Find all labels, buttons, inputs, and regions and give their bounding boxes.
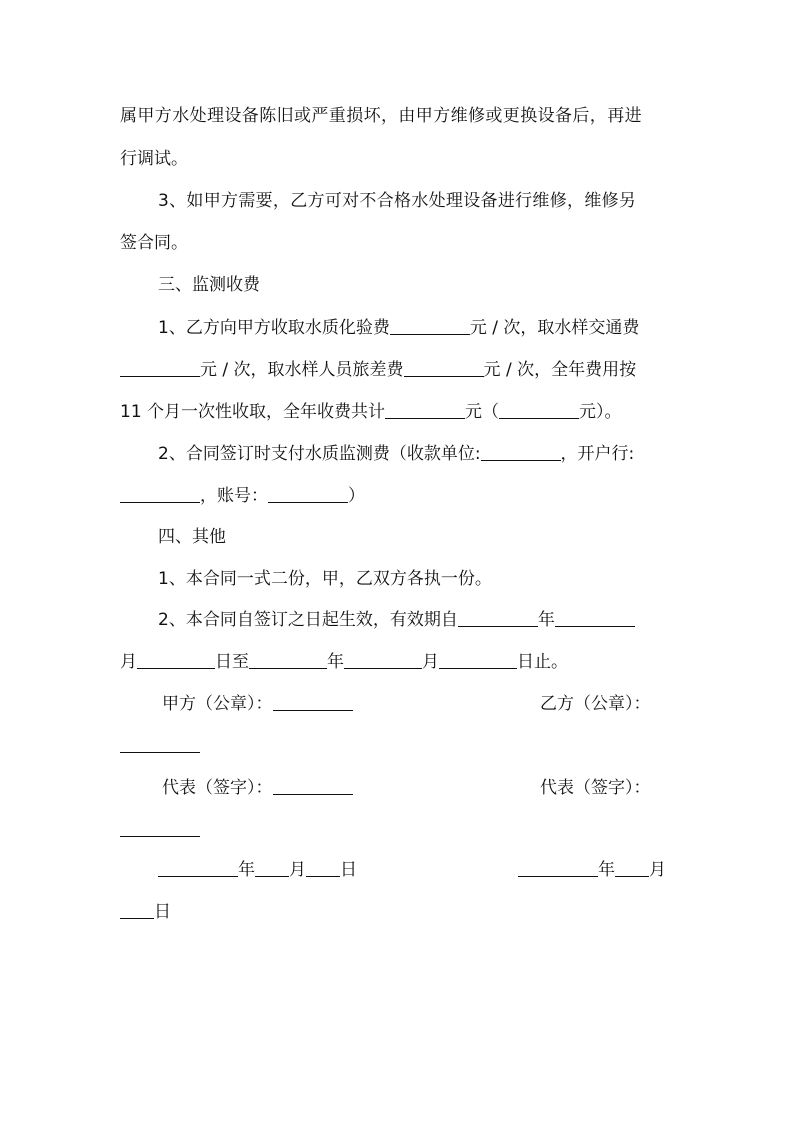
fee1-line3-prefix: 11 个月一次性收取，全年收费共计 (120, 402, 386, 422)
rep-b-sign-line (120, 817, 200, 843)
fee1-unit2: 元 / 次，取水样人员旅差费 (200, 360, 404, 380)
date-a-month-blank[interactable] (255, 858, 289, 877)
fee2-account: ，账号： (200, 486, 268, 506)
section3-title: 三、监测收费 (158, 275, 260, 295)
fee1-line2 (120, 357, 676, 383)
rep-a-label: 代表（签字）： (162, 778, 273, 798)
other2-day-end: 日止。 (517, 652, 568, 672)
other2-prefix: 2、本合同自签订之日起生效，有效期自 (158, 610, 458, 630)
fee1-line3 (120, 399, 676, 425)
party-a-seal (162, 691, 353, 717)
para2-line1: 3、如甲方需要，乙方可对不合格水处理设备进行维修，维修另 (158, 191, 637, 211)
date-b-year-blank[interactable] (518, 858, 598, 877)
date-a-year: 年 (238, 860, 255, 880)
fee2-line2 (120, 483, 676, 509)
fee2-prefix: 2、合同签订时支付水质监测费（收款单位: (158, 444, 481, 464)
date-a-day-blank[interactable] (306, 858, 340, 877)
date-b-day: 日 (154, 902, 171, 922)
start-month-blank[interactable] (555, 608, 635, 627)
fee1-unit1: 元 / 次，取水样交通费 (469, 318, 640, 338)
date-b-month: 月 (649, 860, 666, 880)
start-year-blank[interactable] (458, 608, 538, 627)
date-b-month-blank[interactable] (615, 858, 649, 877)
total-fee-blank[interactable] (385, 400, 465, 419)
fee-blank[interactable] (390, 316, 470, 335)
date-a-day: 日 (340, 860, 357, 880)
party-b-seal-line (120, 733, 200, 759)
start-day-blank[interactable] (137, 650, 215, 669)
end-month-blank[interactable] (344, 650, 422, 669)
section4-title: 四、其他 (158, 527, 226, 547)
travel-fee-blank[interactable] (404, 358, 484, 377)
para1-line1-text: 属甲方水处理设备陈旧或严重损坏，由甲方维修或更换设备后，再进 (120, 106, 642, 126)
bank-blank[interactable] (120, 484, 200, 503)
total-fee-uppercase-blank[interactable] (499, 400, 579, 419)
party-b-label: 乙方（公章）： (540, 694, 651, 714)
party-a-label: 甲方（公章）： (162, 694, 273, 714)
rep-a (162, 775, 353, 801)
account-blank[interactable] (268, 484, 348, 503)
other2-year: 年 (537, 610, 555, 630)
date-a-month: 月 (289, 860, 306, 880)
fee1-line1 (158, 315, 676, 341)
para2-line2: 签合同。 (120, 233, 188, 253)
fee2-line1 (158, 441, 676, 467)
para1-line1 (120, 103, 676, 129)
rep-b-label: 代表（签字）： (540, 778, 651, 798)
date-a (158, 857, 357, 883)
date-b-day-line (120, 899, 171, 925)
fee1-yuan-close: 元）。 (579, 402, 622, 422)
date-b (518, 857, 666, 883)
para1-line2: 行调试。 (120, 149, 188, 169)
fee1-prefix: 1、乙方向甲方收取水质化验费 (158, 318, 390, 338)
party-b-seal-blank[interactable] (120, 734, 200, 753)
other2-month: 月 (120, 652, 137, 672)
date-b-year: 年 (598, 860, 615, 880)
fee2-bank: ，开户行: (560, 444, 635, 464)
other2-line1 (158, 607, 676, 633)
other2-line2 (120, 649, 676, 675)
end-day-blank[interactable] (439, 650, 517, 669)
fee2-close: ） (348, 486, 365, 506)
party-a-seal-blank[interactable] (273, 692, 353, 711)
payee-blank[interactable] (481, 442, 561, 461)
other2-day-to: 日至 (215, 652, 249, 672)
other2-year-2: 年 (327, 652, 344, 672)
transport-fee-blank[interactable] (120, 358, 200, 377)
date-b-day-blank[interactable] (120, 900, 154, 919)
fee1-unit3: 元 / 次，全年费用按 (483, 360, 637, 380)
date-a-year-blank[interactable] (158, 858, 238, 877)
fee1-yuan: 元（ (465, 402, 500, 422)
rep-a-sign-blank[interactable] (273, 776, 353, 795)
rep-b-sign-blank[interactable] (120, 818, 200, 837)
other1: 1、本合同一式二份，甲，乙双方各执一份。 (158, 569, 492, 589)
other2-month-2: 月 (422, 652, 439, 672)
end-year-blank[interactable] (249, 650, 327, 669)
